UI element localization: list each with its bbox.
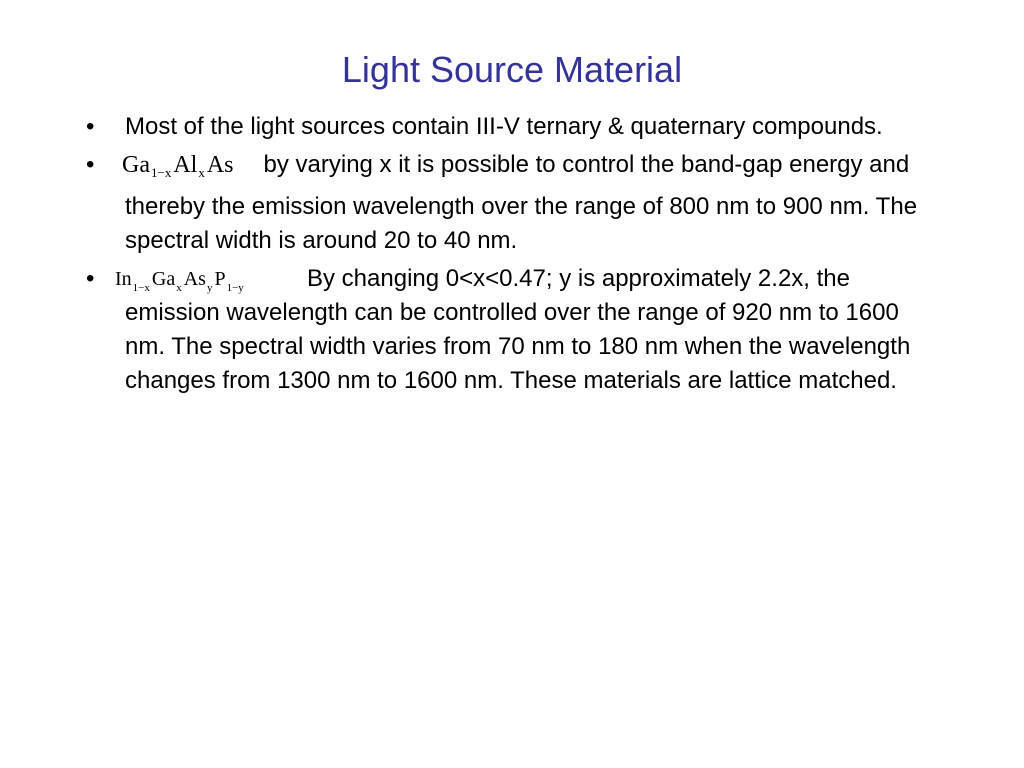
bullet-marker: • [86, 113, 95, 140]
formula-subscript: 1−y [226, 282, 244, 294]
formula-subscript: x [176, 282, 182, 294]
bullet-marker: • [86, 151, 95, 178]
formula-element: As [206, 152, 234, 178]
bullet-item-ingaasp [0, 262, 925, 398]
bullet-item-gaalas [0, 148, 925, 258]
formula-element: Ga [122, 152, 150, 178]
formula-subscript: x [198, 165, 205, 180]
bullet-item-compounds [0, 110, 925, 144]
bullet-list [0, 110, 1024, 402]
slide-title: Light Source Material [341, 49, 683, 90]
formula-element: In [115, 268, 132, 290]
formula-subscript: 1−x [150, 165, 172, 180]
bullet-marker: • [86, 265, 95, 292]
bullet-text: by varying x it is possible to control the band-gap energy and thereby the emission wavelength over the range of 800 nm to 900 nm. The spectral width is around 20 to 40 nm. [125, 151, 918, 254]
bullet-text: By changing 0<x<0.47; y is approximately 2.2x, the emission wavelength can be controlled over the range of 920 nm to 1600 nm. The spectral width varies from 70 nm to 180 nm when the wavelength changes from 1300 nm to 1600 nm. These materials are lattice matched. [125, 265, 911, 394]
gaalas-formula [122, 148, 234, 190]
formula-element: As [183, 268, 206, 290]
formula-subscript: y [206, 282, 213, 294]
bullet-text: Most of the light sources contain III-V ternary & quaternary compounds. [125, 113, 883, 140]
formula-element: P [214, 268, 226, 290]
formula-subscript: 1−x [132, 282, 150, 294]
formula-element: Ga [151, 268, 176, 290]
ingaasp-formula [115, 262, 246, 305]
formula-element: Al [173, 152, 198, 178]
